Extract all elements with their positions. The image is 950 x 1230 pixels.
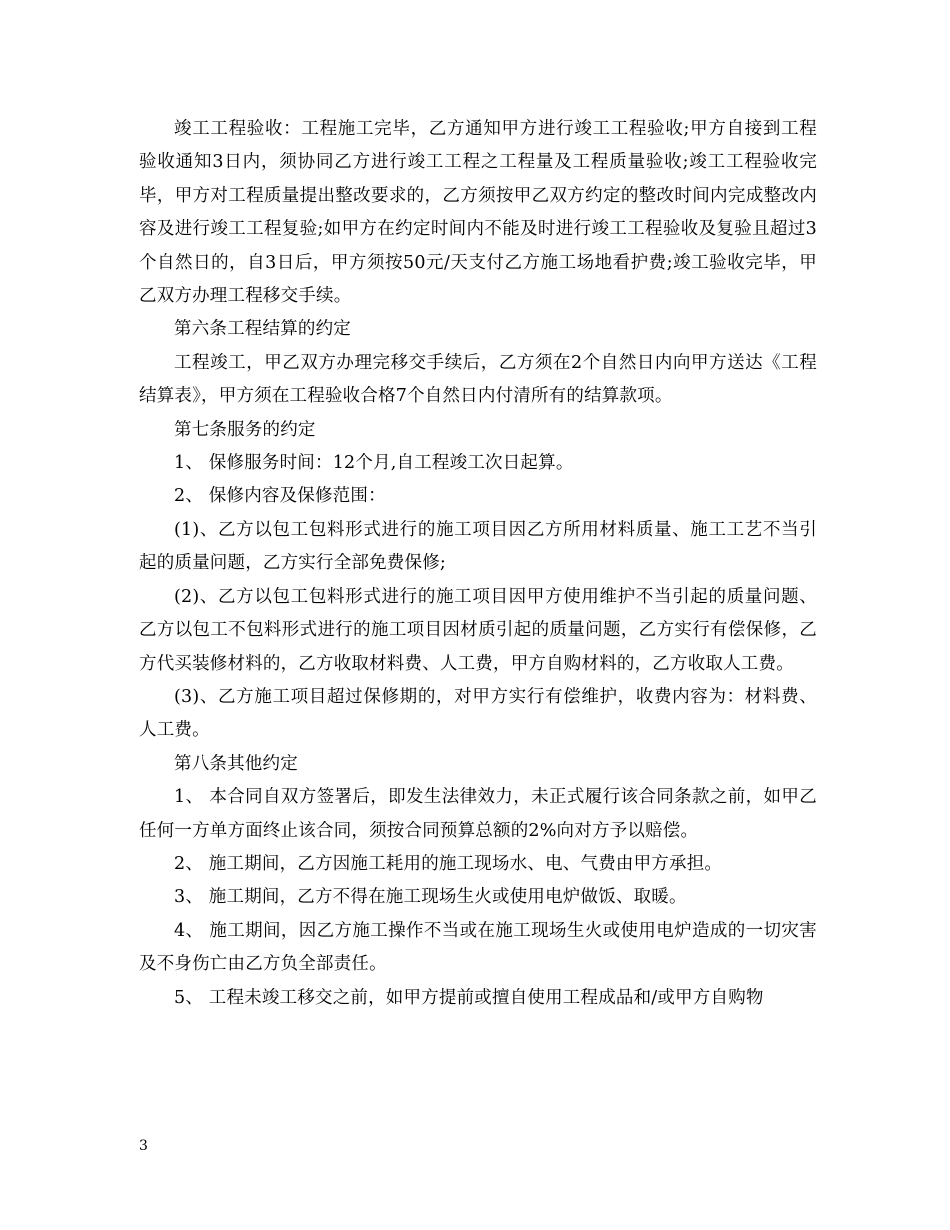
paragraph-other-item-2: 2、 施工期间，乙方因施工耗用的施工现场水、电、气费由甲方承担。 [174,853,723,874]
page-number: 3 [139,1138,148,1154]
contract-body [139,113,817,1015]
paragraph-other-item-4: 4、 施工期间，因乙方施工操作不当或在施工现场生火或使用电炉造成的一切灾害及不身伤亡由乙方负全部责任。 [139,920,817,975]
heading-article-7: 第七条服务的约定 [174,419,316,440]
paragraph-completion-acceptance: 竣工工程验收：工程施工完毕，乙方通知甲方进行竣工工程验收;甲方自接到工程验收通知3日内，须协同乙方进行竣工工程之工程量及工程质量验收;竣工工程验收完毕，甲方对工程质量提出整改要求的，乙方须按甲乙双方约定的整改时间内完成整改内容及进行竣工工程复验;如甲方在约定时间内不能及时进行竣工工程验收及复验且超过3个自然日的，自3日后，甲方须按50元/天支付乙方施工场地看护费;竣工验收完毕，甲乙双方办理工程移交手续。 [139,119,817,307]
heading-article-6: 第六条工程结算的约定 [174,319,351,340]
heading-article-8: 第八条其他约定 [174,753,298,774]
paragraph-other-item-1: 1、 本合同自双方签署后，即发生法律效力，未正式履行该合同条款之前，如甲乙任何一方单方面终止该合同，须按合同预算总额的2%向对方予以赔偿。 [139,787,817,841]
paragraph-warranty-item-1: (1)、乙方以包工包料形式进行的施工项目因乙方所用材料质量、施工工艺不当引起的质量问题，乙方实行全部免费保修; [139,519,817,574]
paragraph-other-item-3: 3、 施工期间，乙方不得在施工现场生火或使用电炉做饭、取暖。 [174,887,687,908]
paragraph-settlement: 工程竣工，甲乙双方办理完移交手续后，乙方须在2个自然日内向甲方送达《工程结算表》，甲方须在工程验收合格7个自然日内付清所有的结算款项。 [139,352,817,407]
paragraph-warranty-item-2: (2)、乙方以包工包料形式进行的施工项目因甲方使用维护不当引起的质量问题、乙方以包工不包料形式进行的施工项目因材质引起的质量问题，乙方实行有偿保修，乙方代买装修材料的，乙方收取材料费、人工费，甲方自购材料的，乙方收取人工费。 [139,586,817,674]
paragraph-other-item-5: 5、 工程未竣工移交之前，如甲方提前或擅自使用工程成品和/或甲方自购物 [174,987,764,1008]
paragraph-warranty-item-3: (3)、乙方施工项目超过保修期的，对甲方实行有偿维护，收费内容为：材料费、人工费。 [139,686,817,741]
paragraph-warranty-period: 1、 保修服务时间：12个月,自工程竣工次日起算。 [174,453,574,474]
paragraph-warranty-scope: 2、 保修内容及保修范围： [174,486,386,507]
